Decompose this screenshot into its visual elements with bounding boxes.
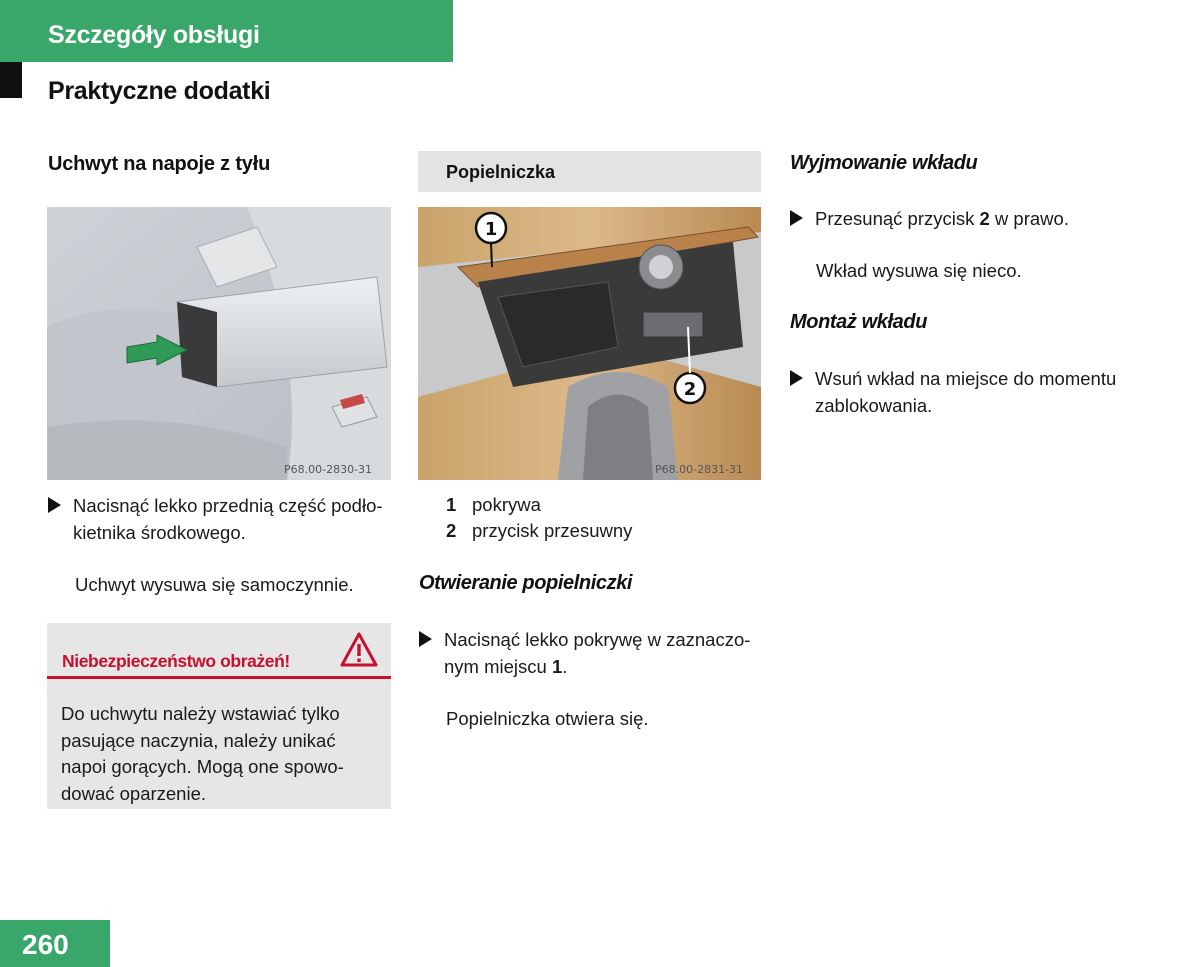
warning-line: pasujące naczynia, należy unikać (61, 729, 336, 751)
warning-line: Do uchwytu należy wstawiać tylko (61, 703, 340, 724)
section-tab (0, 0, 453, 62)
cupholder-heading: Uchwyt na napoje z tyłu (48, 153, 271, 175)
callout-2: 2 (683, 379, 697, 400)
step-text: w prawo. (989, 208, 1069, 229)
cupholder-result: Uchwyt wysuwa się samoczynnie. (75, 574, 354, 595)
warning-text (61, 701, 381, 807)
warning-line: napoi gorących. Mogą one spowo- (61, 756, 344, 777)
step-line: Nacisnąć lekko pokrywę w zaznaczo- (444, 629, 751, 650)
cupholder-photo (47, 207, 391, 480)
section-marker (0, 62, 22, 98)
bullet-arrow-icon (419, 631, 432, 647)
warning-triangle-icon (339, 631, 379, 669)
step-line: Nacisnąć lekko przednią część podło- (73, 495, 383, 516)
step-text: . (562, 656, 568, 677)
ashtray-heading: Popielniczka (446, 162, 556, 182)
page-number: 260 (22, 929, 69, 960)
step-line: Wsuń wkład na miejsce do momentu (815, 368, 1117, 389)
bullet-arrow-icon (48, 497, 61, 513)
warning-divider (47, 676, 391, 679)
ashtray-photo (418, 207, 761, 480)
step-line: zablokowania. (815, 395, 933, 416)
step-text: nym miejscu (444, 656, 552, 677)
legend-item (446, 518, 632, 544)
legend-item (446, 492, 632, 518)
mount-insert-heading: Montaż wkładu (790, 311, 928, 333)
remove-insert-step (790, 205, 1170, 232)
remove-insert-result: Wkład wysuwa się nieco. (816, 260, 1022, 281)
photo-code: P68.00-2831-31 (655, 463, 744, 476)
callout-1: 1 (484, 219, 498, 240)
section-title: Szczegóły obsługi (48, 21, 260, 49)
bullet-arrow-icon (790, 370, 803, 386)
legend-number: 2 (446, 520, 457, 541)
ashtray-illustration (418, 207, 761, 480)
legend-label: pokrywa (472, 494, 541, 515)
warning-line: dować oparzenie. (61, 782, 207, 804)
ashtray-legend (446, 492, 632, 544)
page-title: Praktyczne dodatki (48, 77, 271, 105)
step-number: 2 (979, 208, 990, 229)
step-line: kietnika środkowego. (73, 522, 246, 543)
remove-insert-heading: Wyjmowanie wkładu (790, 152, 978, 174)
step-line (444, 653, 750, 680)
open-ashtray-step (419, 626, 769, 680)
mount-insert-step (790, 365, 1170, 419)
bullet-arrow-icon (790, 210, 803, 226)
page-number-tab (0, 920, 110, 967)
warning-title: Niebezpieczeństwo obrażeń! (62, 651, 290, 671)
armrest-illustration (47, 207, 391, 480)
cupholder-step (48, 492, 398, 546)
photo-code: P68.00-2830-31 (284, 463, 373, 476)
legend-number: 1 (446, 494, 457, 515)
step-text: Przesunąć przycisk (815, 208, 980, 229)
open-ashtray-result: Popielniczka otwiera się. (446, 708, 649, 729)
step-number: 1 (551, 656, 563, 677)
legend-label: przycisk przesuwny (472, 520, 633, 541)
warning-box (47, 623, 391, 809)
ashtray-heading-bar (418, 151, 761, 192)
open-ashtray-heading: Otwieranie popielniczki (419, 572, 633, 594)
